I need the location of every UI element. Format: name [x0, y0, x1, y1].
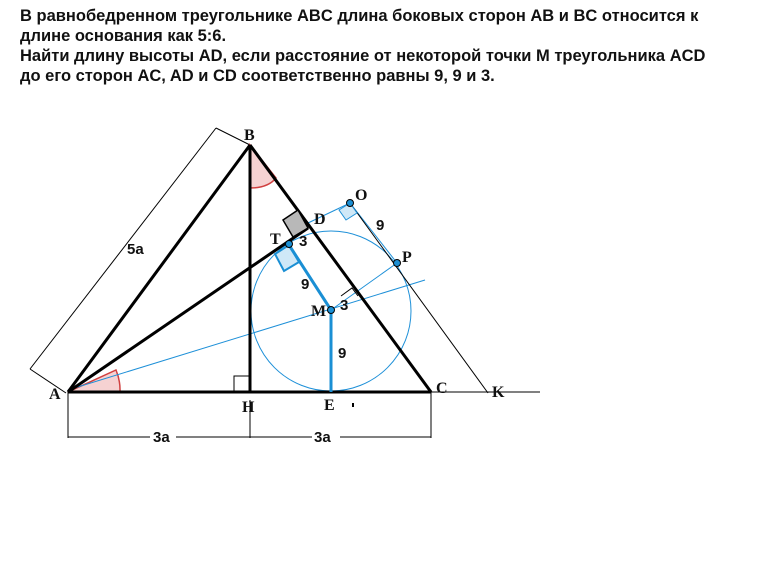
problem-line-1: В равнобедренном треугольнике ABC длина боковых сторон AB и BC относится к — [20, 7, 699, 25]
label-a: A — [49, 386, 61, 403]
label-e: E — [324, 397, 335, 414]
problem-line-2: длине основания как 5:6. — [20, 27, 227, 45]
triangle-abc — [68, 145, 431, 392]
label-c: C — [436, 380, 448, 397]
measure-3a-left: 3a — [153, 429, 170, 446]
label-t: T — [270, 231, 281, 248]
label-k: K — [492, 384, 505, 401]
measure-td: 3 — [299, 233, 308, 250]
right-angle-h — [234, 376, 250, 392]
dimension-ab — [30, 128, 250, 393]
label-m: M — [311, 303, 327, 320]
problem-line-3: Найти длину высоты AD, если расстояние от некоторой точки M треугольника ACD — [20, 47, 706, 65]
label-d: D — [314, 211, 326, 228]
measure-op: 9 — [376, 217, 385, 234]
label-h: H — [242, 399, 255, 416]
measure-3a-right: 3a — [314, 429, 331, 446]
label-b: B — [244, 127, 255, 144]
measure-m-cd: 3 — [340, 297, 349, 314]
measure-me: 9 — [338, 345, 347, 362]
label-p: P — [402, 249, 412, 266]
measure-5a: 5a — [127, 241, 144, 258]
measure-mt: 9 — [301, 276, 310, 293]
point-e-tick — [352, 403, 354, 407]
label-o: O — [355, 187, 368, 204]
problem-line-4: до его сторон AC, AD и CD соответственно равны 9, 9 и 3. — [20, 67, 495, 85]
helper-lines — [68, 203, 425, 390]
